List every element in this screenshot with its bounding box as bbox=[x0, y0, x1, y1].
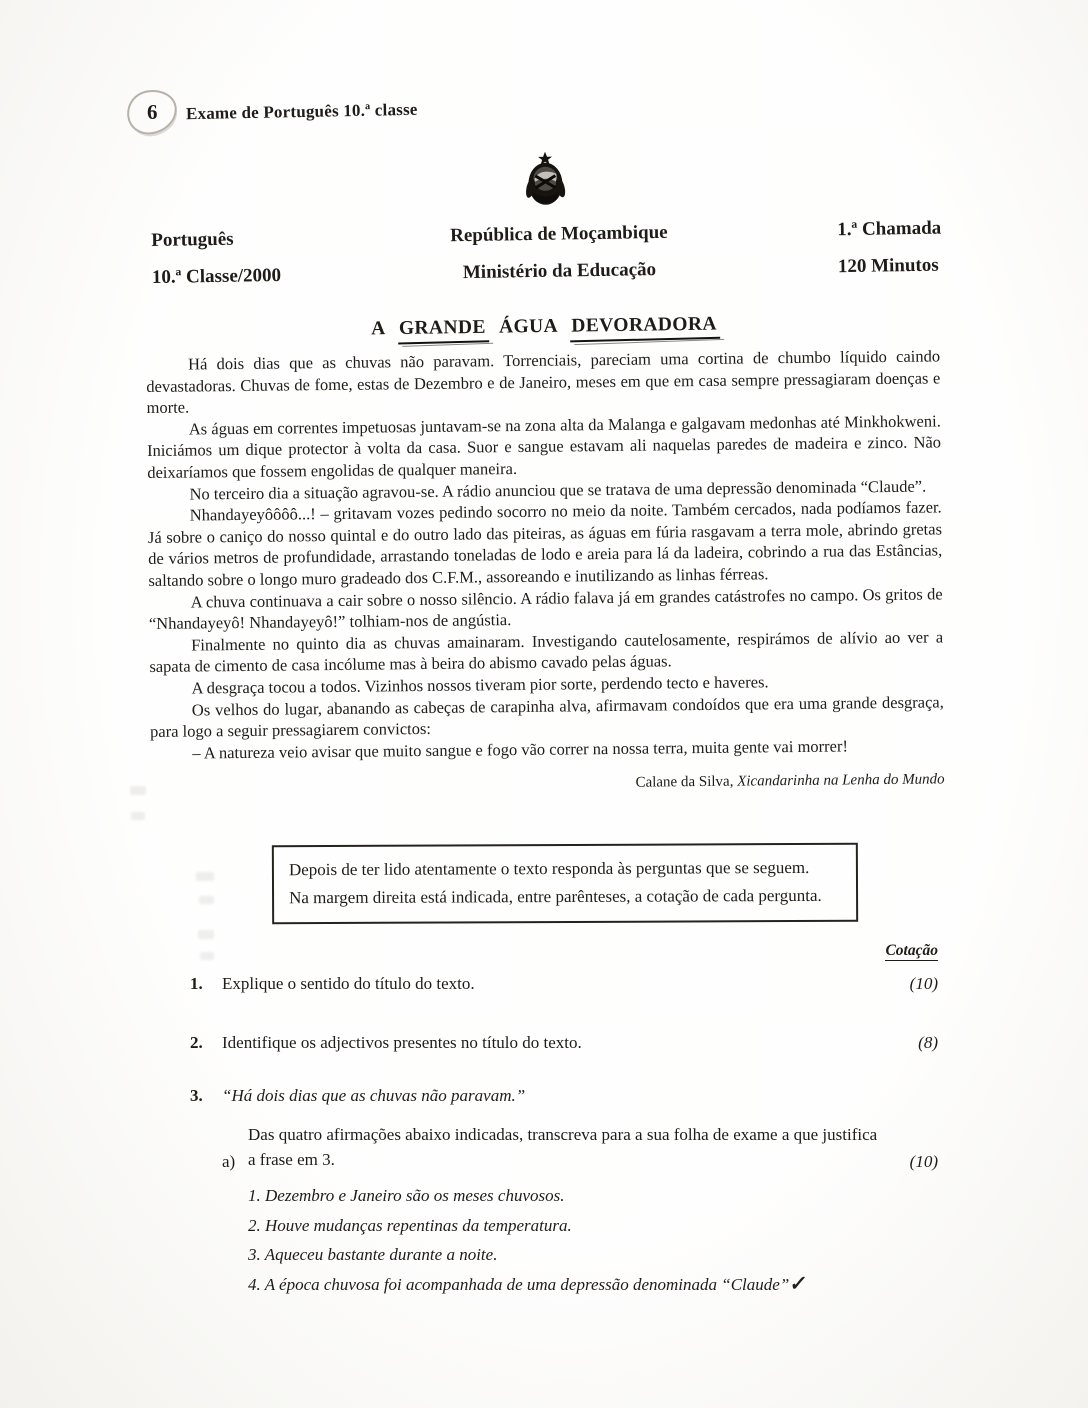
mozambique-coat-of-arms-icon bbox=[522, 151, 569, 210]
question-number: 2. bbox=[190, 1033, 203, 1052]
question-number: 1. bbox=[190, 974, 203, 993]
instructions-box bbox=[272, 843, 858, 925]
page-number: 6 bbox=[146, 99, 158, 124]
question-3 bbox=[190, 1086, 938, 1106]
page-number-circle bbox=[127, 90, 179, 136]
attribution-work-title: Xicandarinha na Lenha do Mundo bbox=[737, 771, 945, 790]
option-4 bbox=[248, 1271, 938, 1296]
title-word: ÁGUA bbox=[498, 315, 559, 338]
instructions-line2: Na margem direita está indicada, entre parênteses, a cotação de cada pergunta. bbox=[289, 885, 822, 907]
score-column-header: Cotação bbox=[885, 942, 938, 959]
passage-paragraph: Nhandayeyôôôô...! – gritavam vozes pedindo socorro no meio da noite. Também cercados, nada podíamos fazer. Já sobre o caniço do nosso quintal e do outro lado das piteiras, as águas em fúria rasgavam a terra mole, abrindo gretas de vários metros de profundidade, arrastando toneladas de lodo e areia para lá da ladeira, cobrindo a rua das Estâncias, saltando sobre o longo muro gradeado dos C.F.M., assoreando e inutilizando as linhas férreas. bbox=[147, 497, 943, 590]
header-left bbox=[151, 220, 281, 296]
passage-paragraph: Os velhos do lugar, abanando as cabeças de carapinha alva, afirmavam condoídos que era uma grande desgraça, para logo a seguir pressagiarem convictos: bbox=[149, 691, 944, 742]
sub-question-label: a) bbox=[222, 1152, 236, 1171]
country-label: República de Moçambique bbox=[450, 221, 668, 247]
exam-header bbox=[150, 146, 942, 296]
question-score: (8) bbox=[918, 1033, 938, 1052]
bleed-through-mark bbox=[196, 872, 214, 881]
attribution bbox=[151, 770, 945, 800]
question-text: Identifique os adjectivos presentes no título do texto. bbox=[222, 1033, 582, 1052]
header-right bbox=[837, 210, 942, 286]
instructions-line1: Depois de ter lido atentamente o texto responda às perguntas que se seguem. bbox=[288, 857, 810, 880]
ministry-label: Ministério da Educação bbox=[462, 259, 657, 284]
question-quote: “Há dois dias que as chuvas não paravam.” bbox=[222, 1086, 526, 1105]
questions-section bbox=[190, 940, 938, 1294]
bleed-through-mark bbox=[131, 812, 145, 820]
attribution-author: Calane da Silva, bbox=[635, 773, 738, 792]
option-2: 2. Houve mudanças repentinas da temperatura. bbox=[248, 1215, 572, 1235]
question-number: 3. bbox=[190, 1086, 203, 1105]
header-center bbox=[450, 214, 669, 291]
subject-label: Português bbox=[151, 228, 234, 251]
question-3a-options bbox=[248, 1186, 938, 1294]
option-3: 3. Aqueceu bastante durante a noite. bbox=[248, 1245, 498, 1264]
call-label: 1.ª Chamada bbox=[837, 217, 942, 241]
passage-paragraph: – A natureza veio avisar que muito sangue e fogo vão correr na nossa terra, muita gente vai morrer! bbox=[192, 736, 849, 763]
question-1 bbox=[190, 974, 938, 994]
question-2 bbox=[190, 1033, 938, 1053]
question-3a bbox=[222, 1122, 938, 1172]
class-year-label: 10.ª Classe/2000 bbox=[151, 264, 282, 288]
passage-paragraph: A desgraça tocou a todos. Vizinhos nossos tiveram pior sorte, perdendo tecto e haveres. bbox=[191, 672, 769, 698]
passage-paragraph: As águas em correntes impetuosas juntavam-se na zona alta da Malanga e galgavam medonhas até Minkhokweni. Iniciámos um dique protector à volta da casa. Suor e sangue estavam ali naquelas paredes de madeira e zinco. Não deixaríamos que fossem engolidas de qualquer maneira. bbox=[146, 411, 942, 482]
handwritten-checkmark: ✓ bbox=[788, 1271, 809, 1296]
passage-paragraph: No terceiro dia a situação agravou-se. A rádio anunciou que se tratava de uma depressão denominada “Claude”. bbox=[189, 476, 927, 504]
bleed-through-mark bbox=[198, 930, 214, 939]
bleed-through-mark bbox=[199, 896, 214, 904]
passage-paragraph: A chuva continuava a cair sobre o nosso silêncio. A rádio falava já em grandes catástrofes no campo. Os gritos de “Nhandayeyô! Nhandayeyô!” tolhiam-nos de angústia. bbox=[148, 583, 943, 634]
reading-passage bbox=[146, 345, 945, 799]
duration-label: 120 Minutos bbox=[837, 254, 939, 278]
option-1: 1. Dezembro e Janeiro são os meses chuvosos. bbox=[248, 1186, 565, 1205]
question-score: (10) bbox=[909, 1152, 938, 1171]
hand-drawn-circle bbox=[125, 87, 180, 137]
question-text: Explique o sentido do título do texto. bbox=[222, 974, 475, 993]
passage-paragraph: Finalmente no quinto dia as chuvas amainaram. Investigando cautelosamente, respirámos de alívio ao ver a sapata de cimento de casa incólume mas à beira do abismo cavado pelas águas. bbox=[149, 627, 944, 677]
title-word-underlined: GRANDE bbox=[398, 316, 486, 340]
title-word-underlined: DEVORADORA bbox=[571, 313, 718, 337]
option-4-text: 4. A época chuvosa foi acompanhada de uma depressão denominada “Claude” bbox=[248, 1274, 790, 1294]
reading-title bbox=[0, 308, 1088, 345]
question-score: (10) bbox=[909, 974, 938, 993]
passage-paragraph: Há dois dias que as chuvas não paravam. Torrenciais, pareciam uma cortina de chumbo líquido caindo devastadoras. Chuvas de fome, estas de Dezembro e de Janeiro, meses em que em casa sempre pressagiaram doenças e morte. bbox=[146, 346, 941, 418]
sub-question-text: Das quatro afirmações abaixo indicadas, transcreva para a sua folha de exame a que justifica a frase em 3. bbox=[248, 1125, 878, 1169]
running-header: Exame de Português 10.ª classe bbox=[185, 99, 418, 124]
title-word: A bbox=[370, 318, 386, 340]
bleed-through-mark bbox=[130, 786, 146, 795]
